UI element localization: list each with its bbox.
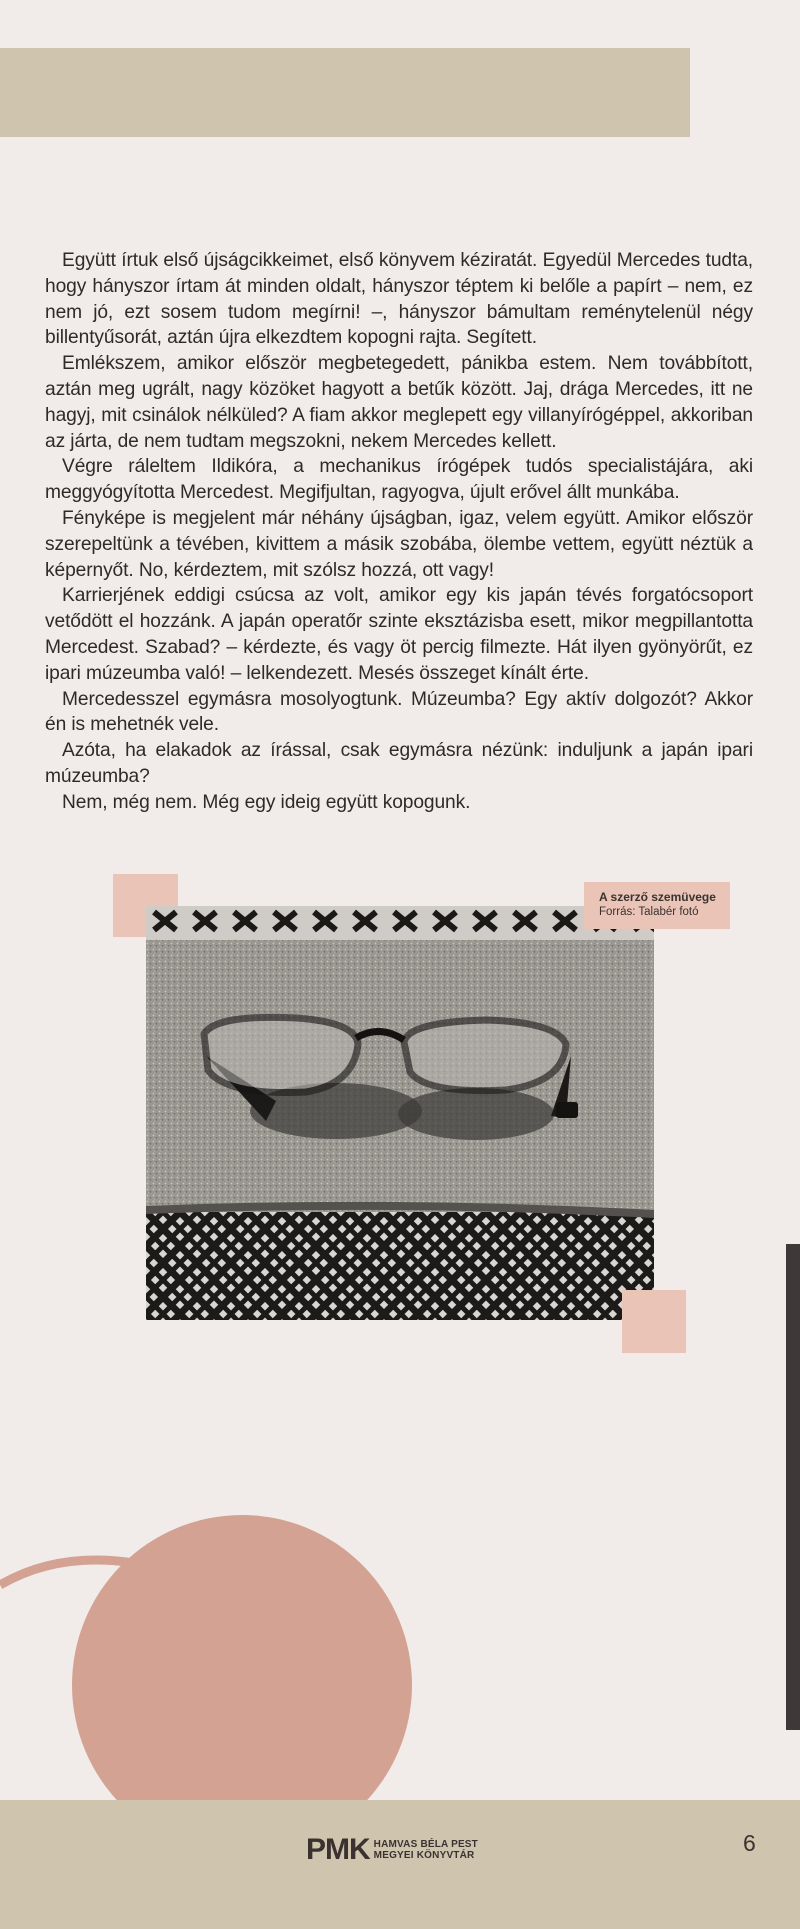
article-body (45, 248, 753, 816)
decorative-circles (0, 1500, 420, 1800)
eyeglasses-photo (146, 906, 654, 1320)
footer (0, 1800, 800, 1929)
paragraph: Azóta, ha elakadok az írással, csak egymásra nézünk: induljunk a japán ipari múzeumba? (45, 740, 753, 787)
paragraph: Együtt írtuk első újságcikkeimet, első könyvem kéziratát. Egyedül Mercedes tudta, hogy hányszor írtam át minden oldalt, hányszor téptem ki belőle a papírt – nem, ez nem jó, ezt sosem tudom megírni! –, hányszor bámultam reménytelenül négy billentyűsorát, aztán újra elkezdtem kopogni rajta. Segített. (45, 250, 753, 349)
paragraph: Mercedesszel egymásra mosolyogtunk. Múzeumba? Egy aktív dolgozót? Akkor én is mehetnék vele. (45, 688, 753, 736)
logo-line: MEGYEI KÖNYVTÁR (373, 1850, 475, 1861)
caption-source: Forrás: Talabér fotó (599, 906, 699, 918)
header-band (0, 48, 690, 137)
photo-caption (584, 882, 730, 929)
paragraph: Fényképe is megjelent már néhány újságban, igaz, velem együtt. Amikor először szerepeltünk a tévében, kivittem a másik szobába, ölembe vettem, együtt néztük a képernyőt. No, kérdeztem, mit szólsz hozzá, ott vagy! (45, 507, 753, 581)
paragraph: Karrierjének eddigi csúcsa az volt, amikor egy kis japán tévés forgatócsoport vetődött el hozzánk. A japán operatőr szinte eksztázisba esett, mikor megpillantotta Mercedest. Szabad? – kérdezte, és vagy öt percig filmezte. Hát ilyen gyönyörűt, ez ipari múzeumba való! – lelkendezett. Mesés összeget kínált érte. (45, 585, 753, 684)
paragraph: Emlékszem, amikor először megbetegedett, pánikba estem. Nem továbbított, aztán meg ugrált, nagy közöket hagyott a betűk között. Jaj, drága Mercedes, itt ne hagyj, mit csinálok nélküled? A fiam akkor meglepett egy villanyírógéppel, akkoriban az járta, de nem tudtam megszokni, nekem Mercedes kellett. (45, 353, 753, 452)
logo-mark: PMK (306, 1833, 370, 1866)
side-bar (786, 1244, 800, 1730)
library-logo (306, 1830, 478, 1870)
decorative-square-bottom-right (622, 1290, 686, 1353)
logo-line: HAMVAS BÉLA PEST (373, 1838, 478, 1850)
caption-title: A szerző szemüvege (599, 890, 716, 904)
page-number: 6 (743, 1830, 756, 1856)
logo-text (374, 1839, 478, 1862)
paragraph: Végre ráleltem Ildikóra, a mechanikus írógépek tudós specialistájára, aki meggyógyította Mercedest. Megifjultan, ragyogva, újult erővel állt munkába. (45, 456, 753, 504)
paragraph: Nem, még nem. Még egy ideig együtt kopogunk. (62, 791, 471, 813)
